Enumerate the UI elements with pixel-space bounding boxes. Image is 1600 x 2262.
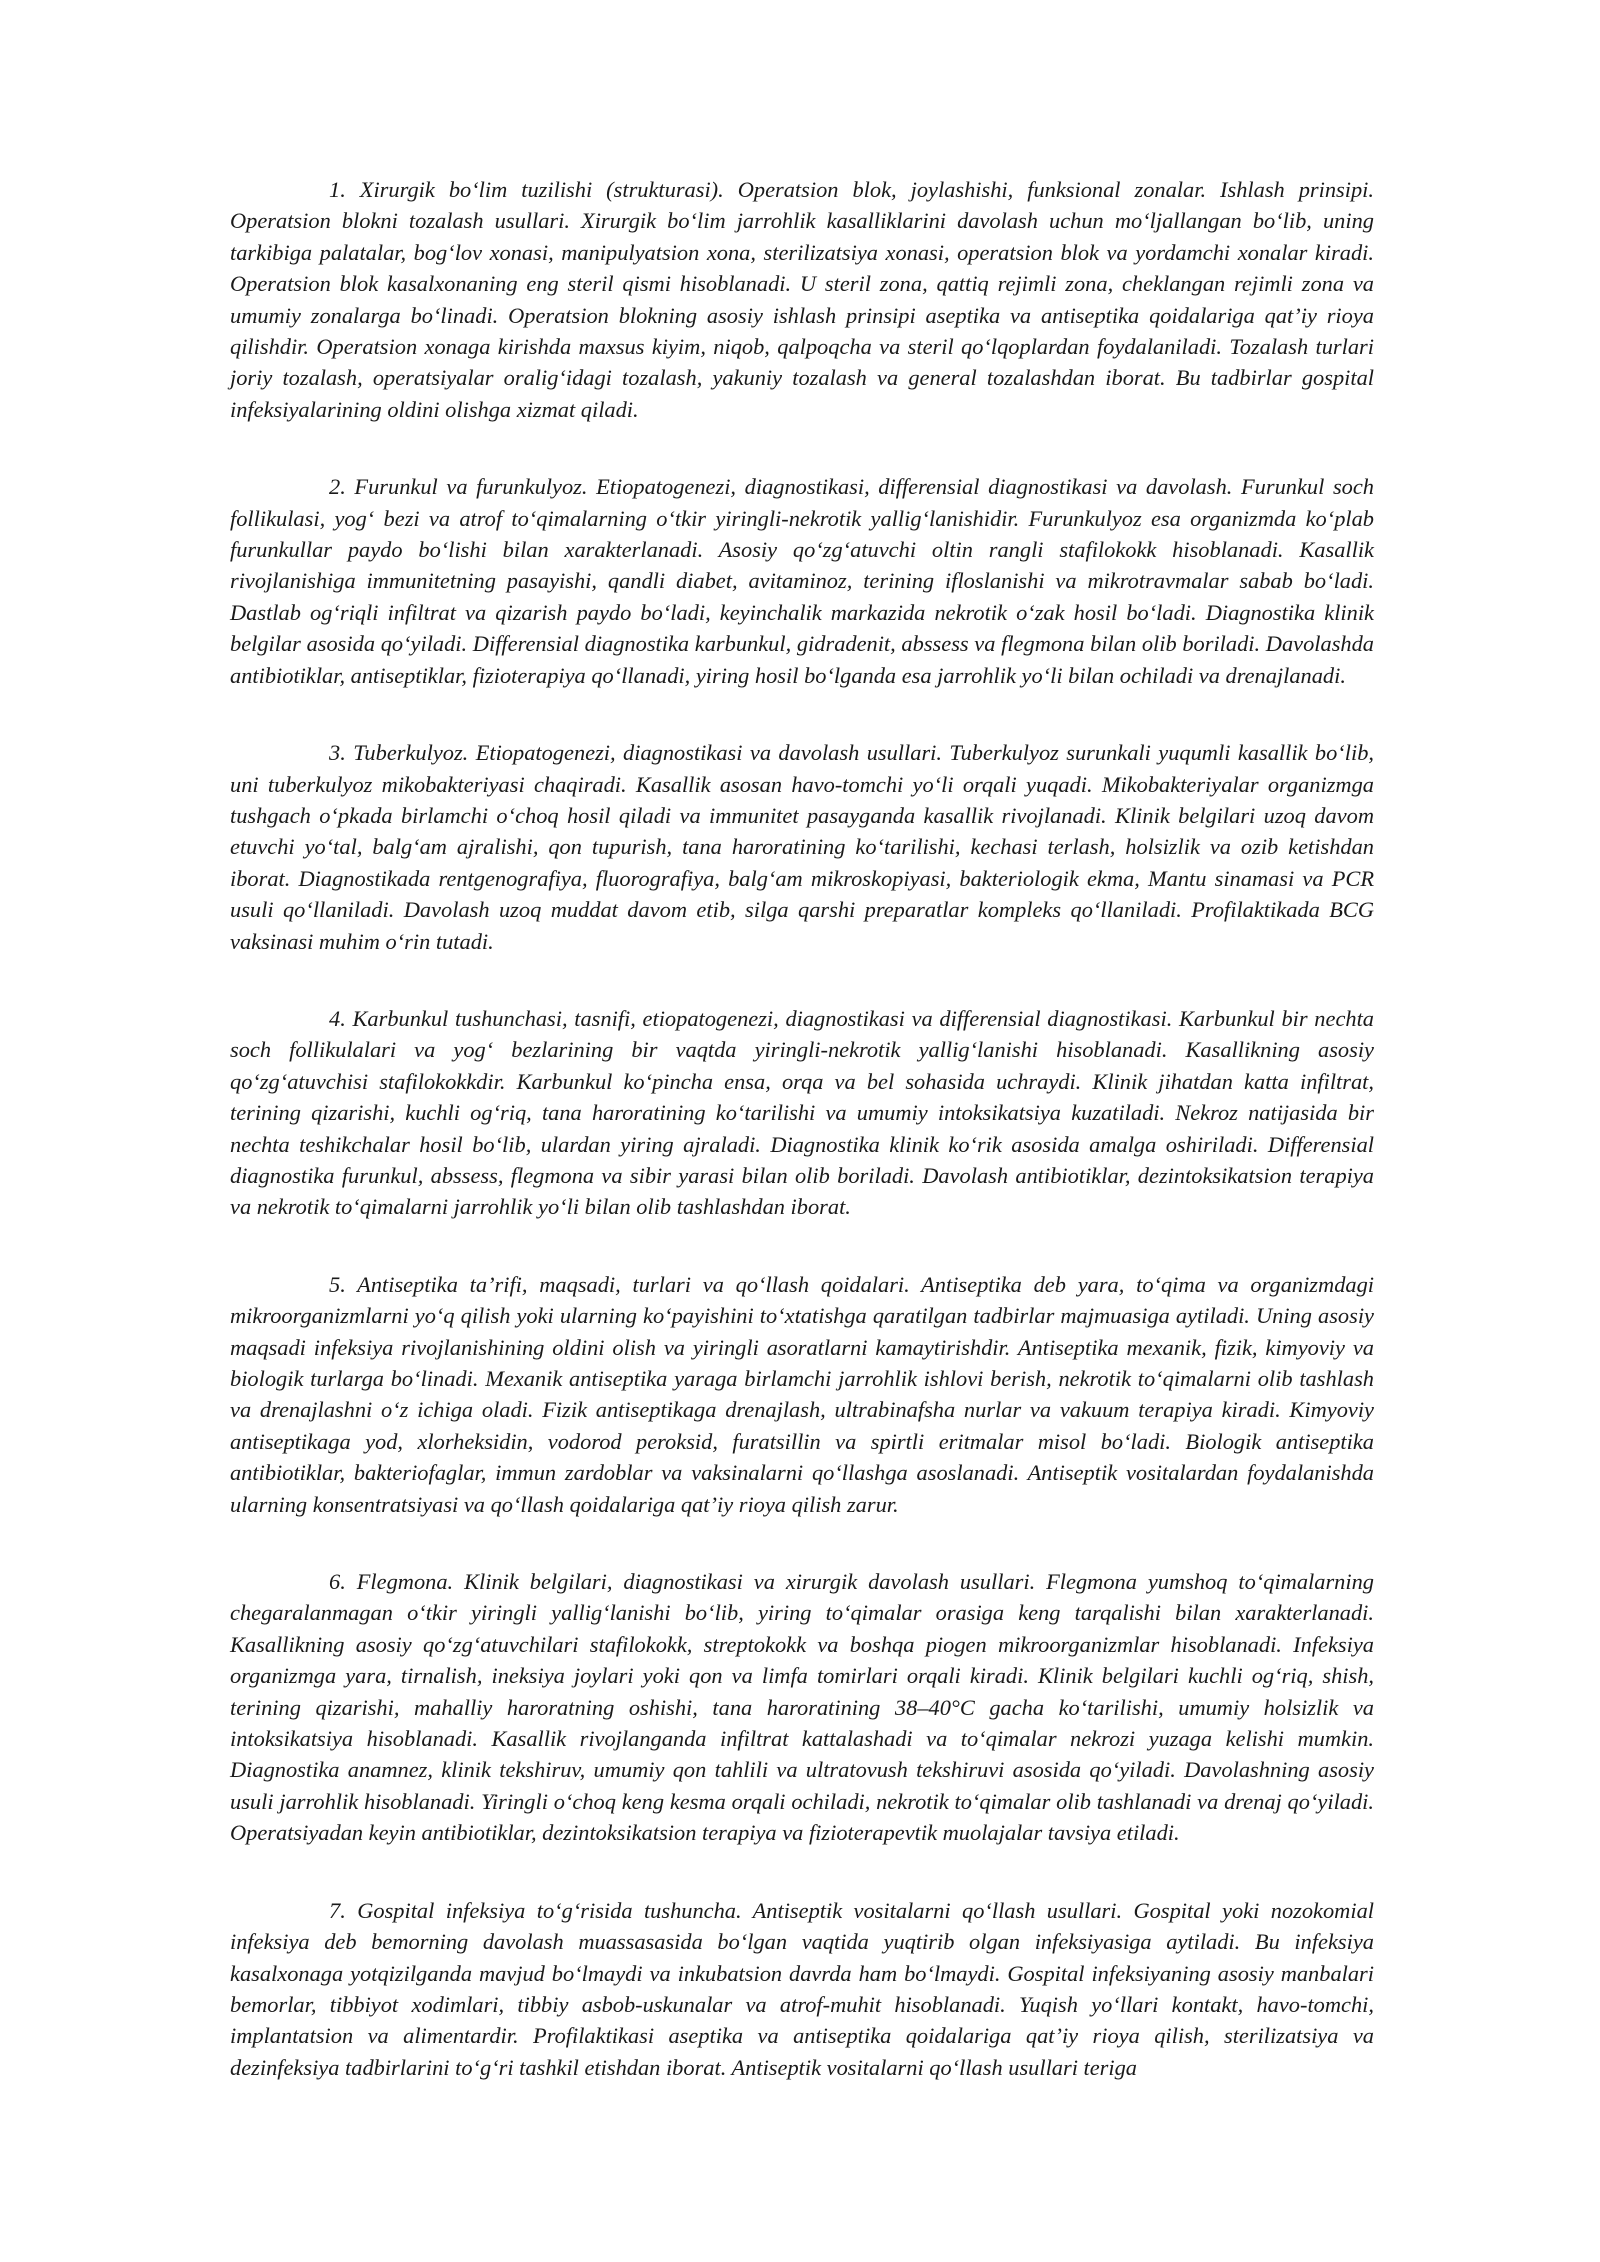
paragraph-tuberkulyoz: 3. Tuberkulyoz. Etiopatogenezi, diagnostikasi va davolash usullari. Tuberkulyoz surunkali yuqumli kasallik bo‘lib, uni tuberkulyoz mikobakteriyasi chaqiradi. Kasallik asosan havo-tomchi yo‘li orqali yuqadi. Mikobakteriyalar organizmga tushgach o‘pkada birlamchi o‘choq hosil qiladi va immunitet pasayganda kasallik rivojlanadi. Klinik belgilari uzoq davom etuvchi yo‘tal, balg‘am ajralishi, qon tupurish, tana haroratining ko‘tarilishi, kechasi terlash, holsizlik va ozib ketishdan iborat. Diagnostikada rentgenografiya, fluorografiya, balg‘am mikroskopiyasi, bakteriologik ekma, Mantu sinamasi va PCR usuli qo‘llaniladi. Davolash uzoq muddat davom etib, silga qarshi preparatlar kompleks qo‘llaniladi. Profilaktikada BCG vaksinasi muhim o‘rin tutadi. [230,740,1374,954]
paragraph-flegmona: 6. Flegmona. Klinik belgilari, diagnostikasi va xirurgik davolash usullari. Flegmona yumshoq to‘qimalarning chegaralanmagan o‘tkir yiringli yallig‘lanishi bo‘lib, yiring to‘qimalar orasiga keng tarqalishi bilan xarakterlanadi. Kasallikning asosiy qo‘zg‘atuvchilari stafilokokk, streptokokk va boshqa piogen mikroorganizmlar hisoblanadi. Infeksiya organizmga yara, tirnalish, ineksiya joylari yoki qon va limfa tomirlari orqali kiradi. Klinik belgilari kuchli og‘riq, shish, terining qizarishi, mahalliy haroratning oshishi, tana haroratining 38–40°C gacha ko‘tarilishi, umumiy holsizlik va intoksikatsiya hisoblanadi. Kasallik rivojlanganda infiltrat kattalashadi va to‘qimalar nekrozi yuzaga kelishi mumkin. Diagnostika anamnez, klinik tekshiruv, umumiy qon tahlili va ultratovush tekshiruvi asosida qo‘yiladi. Davolashning asosiy usuli jarrohlik hisoblanadi. Yiringli o‘choq keng kesma orqali ochiladi, nekrotik to‘qimalar olib tashlanadi va drenaj qo‘yiladi. Operatsiyadan keyin antibiotiklar, dezintoksikatsion terapiya va fizioterapevtik muolajalar tavsiya etiladi. [230,1569,1374,1846]
paragraph-furunkul: 2. Furunkul va furunkulyoz. Etiopatogenezi, diagnostikasi, differensial diagnostikasi va davolash. Furunkul soch follikulasi, yog‘ bezi va atrof to‘qimalarning o‘tkir yiringli-nekrotik yallig‘lanishidir. Furunkulyoz esa organizmda ko‘plab furunkullar paydo bo‘lishi bilan xarakterlanadi. Asosiy qo‘zg‘atuvchi oltin rangli stafilokokk hisoblanadi. Kasallik rivojlanishiga immunitetning pasayishi, qandli diabet, avitaminoz, terining ifloslanishi va mikrotravmalar sabab bo‘ladi. Dastlab og‘riqli infiltrat va qizarish paydo bo‘ladi, keyinchalik markazida nekrotik o‘zak hosil bo‘ladi. Diagnostika klinik belgilar asosida qo‘yiladi. Differensial diagnostika karbunkul, gidradenit, abssess va flegmona bilan olib boriladi. Davolashda antibiotiklar, antiseptiklar, fizioterapiya qo‘llanadi, yiring hosil bo‘lganda esa jarrohlik yo‘li bilan ochiladi va drenajlanadi. [230,474,1374,688]
paragraph-karbunkul: 4. Karbunkul tushunchasi, tasnifi, etiopatogenezi, diagnostikasi va differensial diagnostikasi. Karbunkul bir nechta soch follikulalari va yog‘ bezlarining bir vaqtda yiringli-nekrotik yallig‘lanishi hisoblanadi. Kasallikning asosiy qo‘zg‘atuvchisi stafilokokkdir. Karbunkul ko‘pincha ensa, orqa va bel sohasida uchraydi. Klinik jihatdan katta infiltrat, terining qizarishi, kuchli og‘riq, tana haroratining ko‘tarilishi va umumiy intoksikatsiya kuzatiladi. Nekroz natijasida bir nechta teshikchalar hosil bo‘lib, ulardan yiring ajraladi. Diagnostika klinik ko‘rik asosida amalga oshiriladi. Differensial diagnostika furunkul, abssess, flegmona va sibir yarasi bilan olib boriladi. Davolash antibiotiklar, dezintoksikatsion terapiya va nekrotik to‘qimalarni jarrohlik yo‘li bilan olib tashlashdan iborat. [230,1005,1374,1220]
paragraph-gospital-infeksiya: 7. Gospital infeksiya to‘g‘risida tushuncha. Antiseptik vositalarni qo‘llash usullari. Gospital yoki nozokomial infeksiya deb bemorning davolash muassasasida bo‘lgan vaqtida yuqtirib olgan infeksiyasiga aytiladi. Bu infeksiya kasalxonaga yotqizilganda mavjud bo‘lmaydi va inkubatsion davrda ham bo‘lmaydi. Gospital infeksiyaning asosiy manbalari bemorlar, tibbiyot xodimlari, tibbiy asbob-uskunalar va atrof-muhit hisoblanadi. Yuqish yo‘llari kontakt, havo-tomchi, implantatsion va alimentardir. Profilaktikasi aseptika va antiseptika qoidalariga qat’iy rioya qilish, sterilizatsiya va dezinfeksiya tadbirlarini to‘g‘ri tashkil etishdan iborat. Antiseptik vositalarni qo‘llash usullari teriga [230,1897,1374,2080]
paragraph-xirurgik-bolim: 1. Xirurgik bo‘lim tuzilishi (strukturasi). Operatsion blok, joylashishi, funksional zonalar. Ishlash prinsipi. Operatsion blokni tozalash usullari. Xirurgik bo‘lim jarrohlik kasalliklarini davolash uchun mo‘ljallangan bo‘lib, uning tarkibiga palatalar, bog‘lov xonasi, manipulyatsion xona, sterilizatsiya xonasi, operatsion blok va yordamchi xonalar kiradi. Operatsion blok kasalxonaning eng steril qismi hisoblanadi. U steril zona, qattiq rejimli zona, cheklangan rejimli zona va umumiy zonalarga bo‘linadi. Operatsion blokning asosiy ishlash prinsipi aseptika va antiseptika qoidalariga qat’iy rioya qilishdir. Operatsion xonaga kirishda maxsus kiyim, niqob, qalpoqcha va steril qo‘lqoplardan foydalaniladi. Tozalash turlari joriy tozalash, operatsiyalar oralig‘idagi tozalash, yakuniy tozalash va general tozalashdan iborat. Bu tadbirlar gospital infeksiyalarining oldini olishga xizmat qiladi. [230,177,1374,422]
paragraph-antiseptika: 5. Antiseptika ta’rifi, maqsadi, turlari va qo‘llash qoidalari. Antiseptika deb yara, to‘qima va organizmdagi mikroorganizmlarni yo‘q qilish yoki ularning ko‘payishini to‘xtatishga qaratilgan tadbirlar majmuasiga aytiladi. Uning asosiy maqsadi infeksiya rivojlanishining oldini olish va yiringli asoratlarni kamaytirishdir. Antiseptika mexanik, fizik, kimyoviy va biologik turlarga bo‘linadi. Mexanik antiseptika yaraga birlamchi jarrohlik ishlovi berish, nekrotik to‘qimalarni olib tashlash va drenajlashni o‘z ichiga oladi. Fizik antiseptikaga drenajlash, ultrabinafsha nurlar va vakuum terapiya kiradi. Kimyoviy antiseptikaga yod, xlorheksidin, vodorod peroksid, furatsillin va spirtli eritmalar misol bo‘ladi. Biologik antiseptika antibiotiklar, bakteriofaglar, immun zardoblar va vaksinalarni qo‘llashga asoslanadi. Antiseptik vositalardan foydalanishda ularning konsentratsiyasi va qo‘llash qoidalariga qat’iy rioya qilish zarur. [230,1271,1374,1517]
document-body [230,174,1374,2083]
